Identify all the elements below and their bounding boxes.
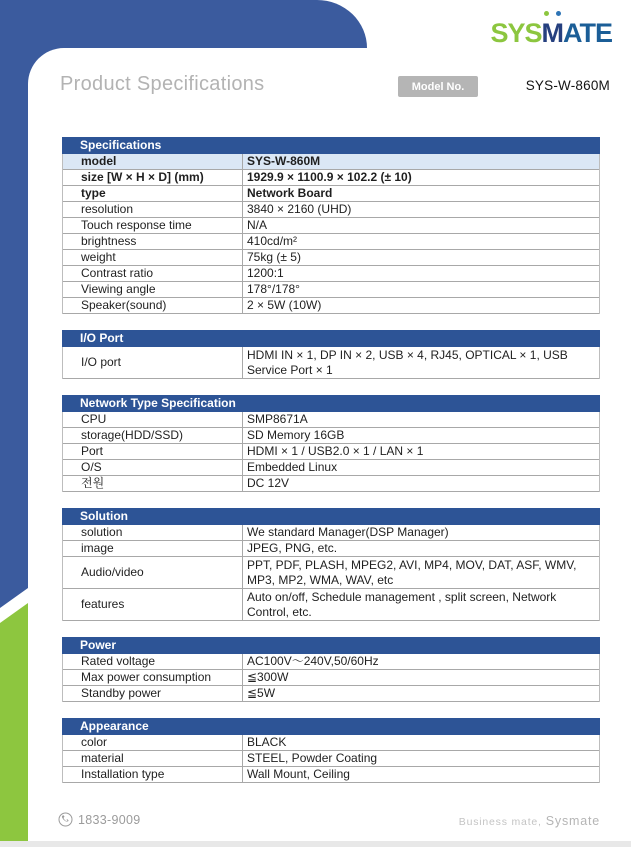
table-row — [63, 460, 599, 476]
footer-phone — [58, 812, 140, 827]
table-rows — [62, 154, 600, 314]
table-row — [63, 347, 599, 379]
phone-circle-icon — [58, 812, 73, 827]
row-label: Speaker(sound) — [63, 298, 243, 313]
row-label: Port — [63, 444, 243, 459]
row-value: AC100V～240V,50/60Hz — [247, 654, 379, 668]
row-value: 75kg (± 5) — [247, 250, 301, 264]
content-card — [28, 48, 631, 841]
spec-table-specifications — [62, 137, 600, 314]
table-row — [63, 686, 599, 702]
table-row — [63, 751, 599, 767]
row-value: Auto on/off, Schedule management , split screen, Network Control, etc. — [247, 589, 557, 619]
row-value: 410cd/m² — [247, 234, 298, 248]
table-row — [63, 444, 599, 460]
table-header: Specifications — [62, 137, 600, 154]
table-row — [63, 654, 599, 670]
row-value: HDMI × 1 / USB2.0 × 1 / LAN × 1 — [247, 444, 424, 458]
row-value: STEEL, Powder Coating — [247, 751, 378, 765]
footer-tagline — [459, 814, 600, 828]
page-bottom-edge — [0, 841, 631, 847]
tagline-brand: Sysmate — [545, 814, 600, 828]
row-label: brightness — [63, 234, 243, 249]
row-label: CPU — [63, 412, 243, 427]
table-row — [63, 412, 599, 428]
table-row — [63, 234, 599, 250]
row-value: ≦300W — [247, 670, 289, 684]
row-label: image — [63, 541, 243, 556]
row-value: SMP8671A — [247, 412, 308, 426]
row-value: SD Memory 16GB — [247, 428, 345, 442]
table-row — [63, 170, 599, 186]
table-row — [63, 735, 599, 751]
tagline-text: Business mate, — [458, 816, 542, 828]
row-label: type — [63, 186, 243, 201]
table-header: Solution — [62, 508, 600, 525]
row-value: 1929.9 × 1100.9 × 102.2 (± 10) — [247, 170, 412, 184]
row-label: Contrast ratio — [63, 266, 243, 281]
row-label: solution — [63, 525, 243, 540]
row-label: weight — [63, 250, 243, 265]
model-number: SYS-W-860M — [525, 78, 610, 93]
table-row — [63, 154, 599, 170]
spec-table-i-o-port — [62, 330, 600, 379]
table-rows — [62, 735, 600, 783]
phone-number: 1833-9009 — [78, 812, 141, 827]
row-value: PPT, PDF, PLASH, MPEG2, AVI, MP4, MOV, DAT, ASF, WMV, MP3, MP2, WMA, WAV, etc — [247, 557, 577, 587]
logo-m-text: M — [542, 12, 564, 48]
row-value: Embedded Linux — [247, 460, 338, 474]
table-rows — [62, 412, 600, 492]
row-label: Installation type — [63, 767, 243, 782]
row-label: Touch response time — [63, 218, 243, 233]
sysmate-logo — [490, 12, 612, 48]
row-value: BLACK — [247, 735, 287, 749]
table-rows — [62, 525, 600, 621]
spec-table-network-type-specification — [62, 395, 600, 492]
row-label: model — [63, 154, 243, 169]
table-row — [63, 218, 599, 234]
row-value: 2 × 5W (10W) — [247, 298, 322, 312]
row-value: 3840 × 2160 (UHD) — [247, 202, 352, 216]
row-label: 전원 — [63, 476, 243, 491]
row-value: 178°/178° — [247, 282, 300, 296]
table-row — [63, 476, 599, 492]
table-header: Appearance — [62, 718, 600, 735]
table-row — [63, 428, 599, 444]
row-label: size [W × H × D] (mm) — [63, 170, 243, 185]
table-row — [63, 250, 599, 266]
spec-table-power — [62, 637, 600, 702]
table-header: I/O Port — [62, 330, 600, 347]
row-value: DC 12V — [247, 476, 290, 490]
table-header: Power — [62, 637, 600, 654]
table-rows — [62, 654, 600, 702]
table-rows — [62, 347, 600, 379]
table-row — [63, 202, 599, 218]
row-value: Network Board — [247, 186, 333, 200]
row-label: Audio/video — [63, 557, 243, 588]
table-header: Network Type Specification — [62, 395, 600, 412]
row-label: storage(HDD/SSD) — [63, 428, 243, 443]
table-row — [63, 525, 599, 541]
table-row — [63, 557, 599, 589]
row-label: Rated voltage — [63, 654, 243, 669]
row-value: N/A — [247, 218, 268, 232]
row-value: JPEG, PNG, etc. — [247, 541, 338, 555]
model-no-badge: Model No. — [398, 76, 478, 97]
left-bar-blue — [0, 0, 28, 620]
logo-sys-text: SYS — [490, 18, 542, 48]
table-row — [63, 767, 599, 783]
table-row — [63, 589, 599, 621]
row-value: ≦5W — [247, 686, 276, 700]
table-row — [63, 186, 599, 202]
page-title: Product Specifications — [60, 73, 265, 95]
table-row — [63, 266, 599, 282]
row-label: material — [63, 751, 243, 766]
table-row — [63, 282, 599, 298]
spec-tables — [62, 137, 600, 799]
row-label: resolution — [63, 202, 243, 217]
row-label: Max power consumption — [63, 670, 243, 685]
row-value: SYS-W-860M — [247, 154, 321, 168]
row-label: color — [63, 735, 243, 750]
row-label: features — [63, 589, 243, 620]
table-row — [63, 670, 599, 686]
spec-table-appearance — [62, 718, 600, 783]
logo-blue-dot-icon — [556, 11, 561, 16]
row-value: 1200:1 — [247, 266, 284, 280]
row-label: Standby power — [63, 686, 243, 701]
row-label: O/S — [63, 460, 243, 475]
row-value: We standard Manager(DSP Manager) — [247, 525, 449, 539]
row-value: Wall Mount, Ceiling — [247, 767, 350, 781]
logo-green-dot-icon — [544, 11, 549, 16]
row-label: Viewing angle — [63, 282, 243, 297]
logo-ate-text: ATE — [563, 18, 612, 48]
table-row — [63, 541, 599, 557]
row-label: I/O port — [63, 347, 243, 378]
row-value: HDMI IN × 1, DP IN × 2, USB × 4, RJ45, OPTICAL × 1, USB Service Port × 1 — [247, 347, 568, 377]
spec-table-solution — [62, 508, 600, 621]
table-row — [63, 298, 599, 314]
